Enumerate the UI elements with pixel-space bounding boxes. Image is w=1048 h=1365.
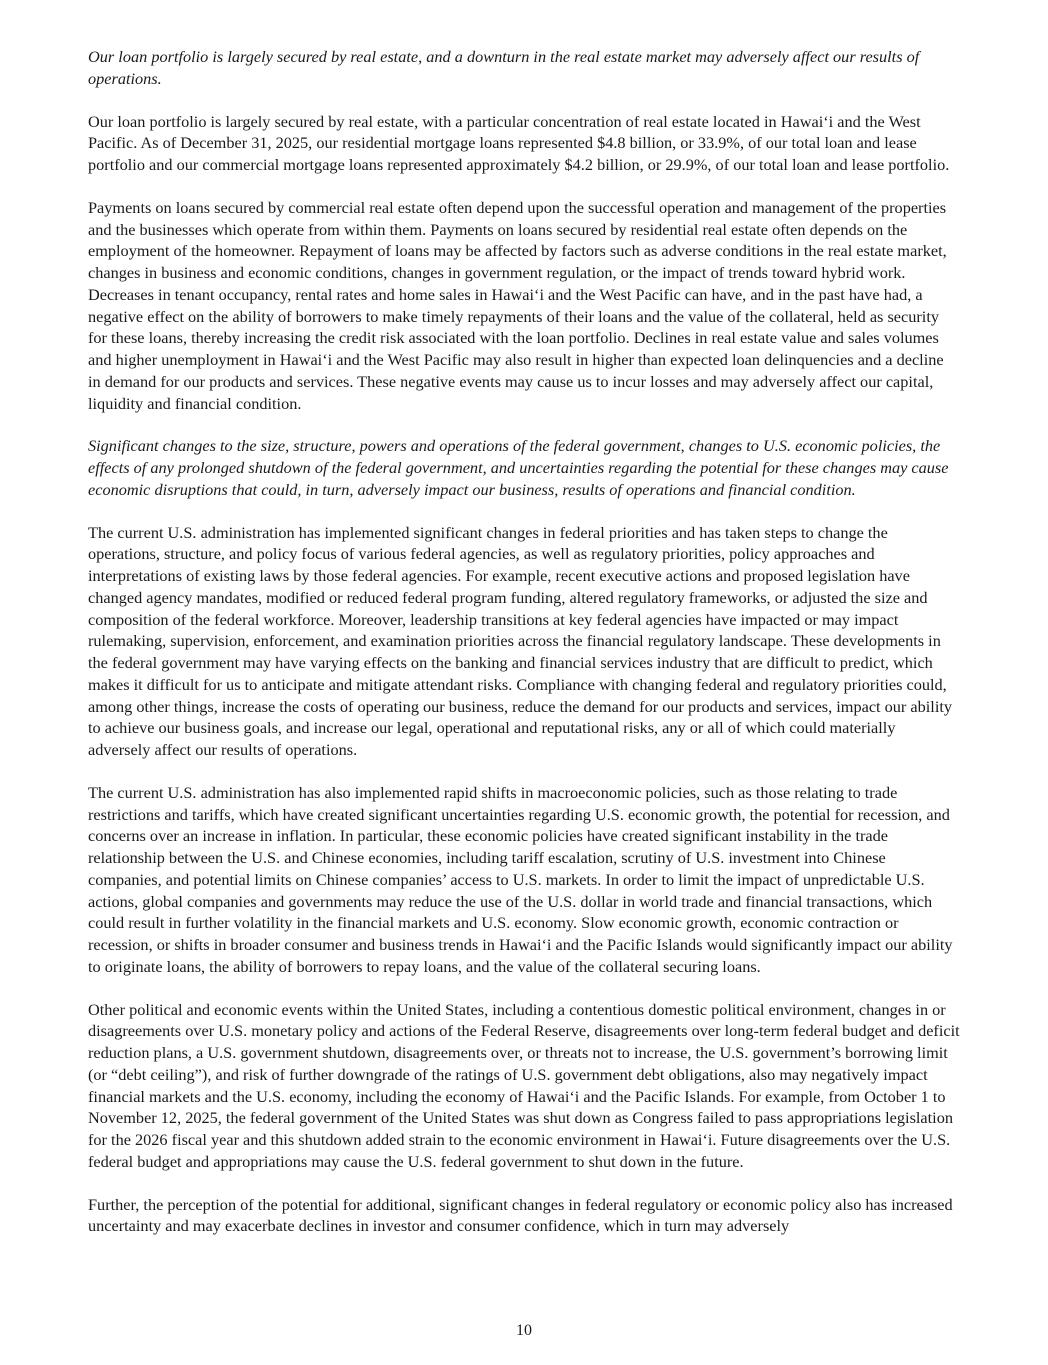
paragraph-political-economic-events: Other political and economic events within the United States, including a contentious domestic political environment, changes in or disagreements over U.S. monetary policy and actions of the Federal Reserve, disagreements over long-term federal budget and deficit reduction plans, a U.S. government shutdown, disagreements over, or threats not to increase, the U.S. government’s borrowing limit (or “debt ceiling”), and risk of further downgrade of the ratings of U.S. government debt obligations, also may negatively impact financial markets and the U.S. economy, including the economy of Hawaiʻi and the Pacific Islands. For example, from October 1 to November 12, 2025, the federal government of the United States was shut down as Congress failed to pass appropriations legislation for the 2026 fiscal year and this shutdown added strain to the economic environment in Hawaiʻi. Future disagreements over the U.S. federal budget and appropriations may cause the U.S. federal government to shut down in the future.: [88, 999, 960, 1171]
risk-factor-heading-real-estate: Our loan portfolio is largely secured by real estate, and a downturn in the real estate market may adversely affect our results of operations.: [88, 47, 920, 88]
paragraph-macroeconomic-policies: The current U.S. administration has also implemented rapid shifts in macroeconomic policies, such as those relating to trade restrictions and tariffs, which have created significant uncertainties regarding U.S. economic growth, the potential for recession, and concerns over an increase in inflation. In particular, these economic policies have created significant instability in the trade relationship between the U.S. and Chinese economies, including tariff escalation, scrutiny of U.S. investment into Chinese companies, and potential limits on Chinese companies’ access to U.S. markets. In order to limit the impact of unpredictable U.S. actions, global companies and governments may reduce the use of the U.S. dollar in world trade and financial transactions, which could result in further volatility in the financial markets and U.S. economy. Slow economic growth, economic contraction or recession, or shifts in broader consumer and business trends in Hawaiʻi and the Pacific Islands would significantly impact our ability to originate loans, the ability of borrowers to repay loans, and the value of the collateral securing loans.: [88, 782, 953, 976]
risk-factor-heading-federal-government: Significant changes to the size, structure, powers and operations of the federal government, changes to U.S. economic policies, the effects of any prolonged shutdown of the federal government, and uncertainties regarding the potential for these changes may cause economic disruptions that could, in turn, adversely impact our business, results of operations and financial condition.: [88, 436, 949, 499]
paragraph-loan-portfolio-concentration: Our loan portfolio is largely secured by real estate, with a particular concentration of real estate located in Hawaiʻi and the West Pacific. As of December 31, 2025, our residential mortgage loans represented $4.8 billion, or 33.9%, of our total loan and lease portfolio and our commercial mortgage loans represented approximately $4.2 billion, or 29.9%, of our total loan and lease portfolio.: [88, 111, 950, 174]
paragraph-administration-federal-priorities: The current U.S. administration has implemented significant changes in federal priorities and has taken steps to change the operations, structure, and policy focus of various federal agencies, as well as regulatory priorities, policy approaches and interpretations of existing laws by those federal agencies. For example, recent executive actions and proposed legislation have changed agency mandates, modified or reduced federal program funding, altered regulatory frameworks, or adjusted the size and composition of the federal workforce. Moreover, leadership transitions at key federal agencies have impacted or may impact rulemaking, supervision, enforcement, and examination priorities across the financial regulatory landscape. These developments in the federal government may have varying effects on the banking and financial services industry that are difficult to predict, which makes it difficult for us to anticipate and mitigate attendant risks. Compliance with changing federal and regulatory priorities could, among other things, increase the costs of operating our business, reduce the demand for our products and services, impact our ability to achieve our business goals, and increase our legal, operational and reputational risks, any or all of which could materially adversely affect our results of operations.: [88, 522, 953, 759]
page-number: 10: [516, 1321, 532, 1339]
paragraph-further-perception: Further, the perception of the potential for additional, significant changes in federal regulatory or economic policy also has increased uncertainty and may exacerbate declines in investor and consumer confidence, which in turn may adversely: [88, 1194, 953, 1236]
paragraph-payments-on-loans: Payments on loans secured by commercial real estate often depend upon the successful operation and management of the properties and the businesses which operate from within them. Payments on loans secured by residential real estate often depends on the employment of the homeowner. Repayment of loans may be affected by factors such as adverse conditions in the real estate market, changes in business and economic conditions, changes in government regulation, or the impact of trends toward hybrid work. Decreases in tenant occupancy, rental rates and home sales in Hawaiʻi and the West Pacific can have, and in the past have had, a negative effect on the ability of borrowers to make timely repayments of their loans and the value of the collateral, held as security for these loans, thereby increasing the credit risk associated with the loan portfolio. Declines in real estate value and sales volumes and higher unemployment in Hawaiʻi and the West Pacific may also result in higher than expected loan delinquencies and a decline in demand for our products and services. These negative events may cause us to incur losses and may adversely affect our capital, liquidity and financial condition.: [88, 197, 947, 413]
